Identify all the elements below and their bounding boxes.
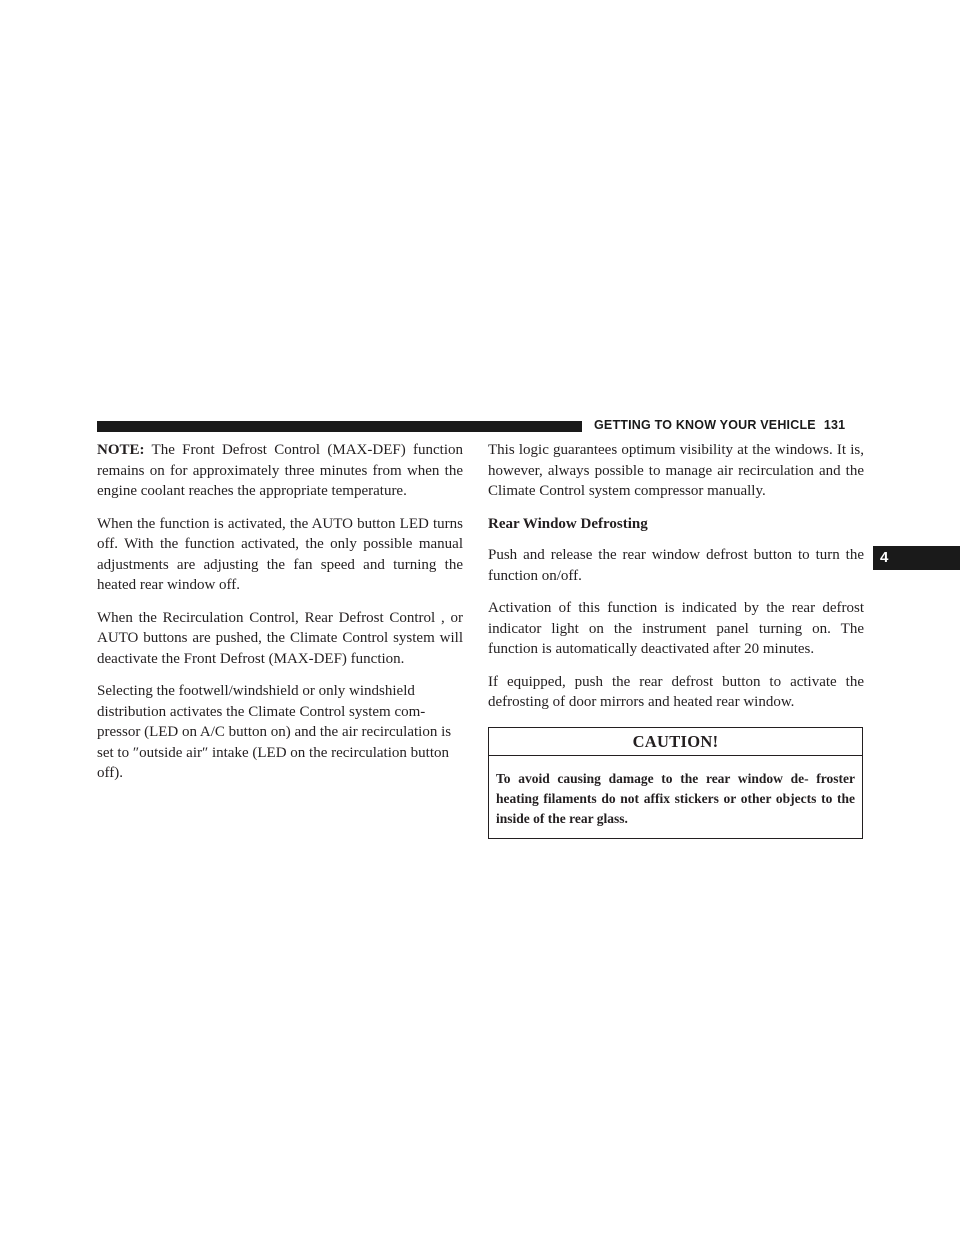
page-number: 131 [823,418,846,432]
section-heading: Rear Window Defrosting [488,515,648,532]
section-title: GETTING TO KNOW YOUR VEHICLE [594,418,816,432]
caution-body: To avoid causing damage to the rear window de- froster heating filaments do not affix stickers or other objects to the inside of the rear glass. [496,771,855,826]
body-paragraph: Push and release the rear window defrost button to turn the function on/off. [488,547,864,584]
body-paragraph: If equipped, push the rear defrost button to activate the defrosting of door mirrors and heated rear window. [488,673,864,710]
right-column [488,440,864,839]
body-paragraph: When the function is activated, the AUTO button LED turns off. With the function activated, the only possible manual adjustments are adjusting the fan speed and turning the heated rear window off. [97,515,463,593]
chapter-tab: 4 [873,546,960,570]
note-paragraph [97,440,463,502]
body-paragraph: This logic guarantees optimum visibility at the windows. It is, however, always possible to manage air recirculation and the Climate Control system compressor manually. [488,442,864,499]
body-paragraph: When the Recirculation Control, Rear Defrost Control , or AUTO buttons are pushed, the Climate Control system will deactivate the Front Defrost (MAX-DEF) function. [97,609,463,667]
header-rule [97,421,582,432]
caution-box [488,727,863,840]
note-text: The Front Defrost Control (MAX-DEF) function remains on for approximately three minutes from when the engine coolant reaches the appropriate temperature. [97,442,463,499]
note-label: NOTE: [97,442,145,458]
left-column [97,440,463,796]
body-paragraph: Selecting the footwell/windshield or only windshield distribution activates the Climate Control system com- pressor (LED on A/C button on) and the air recirculation is set to ″outside air″ intake (LED on the recirculation button off). [97,683,452,781]
caution-title: CAUTION! [489,728,862,757]
running-header [594,418,864,432]
body-paragraph: Activation of this function is indicated by the rear defrost indicator light on the instrument panel turning on. The function is automatically deactivated after 20 minutes. [488,600,864,657]
